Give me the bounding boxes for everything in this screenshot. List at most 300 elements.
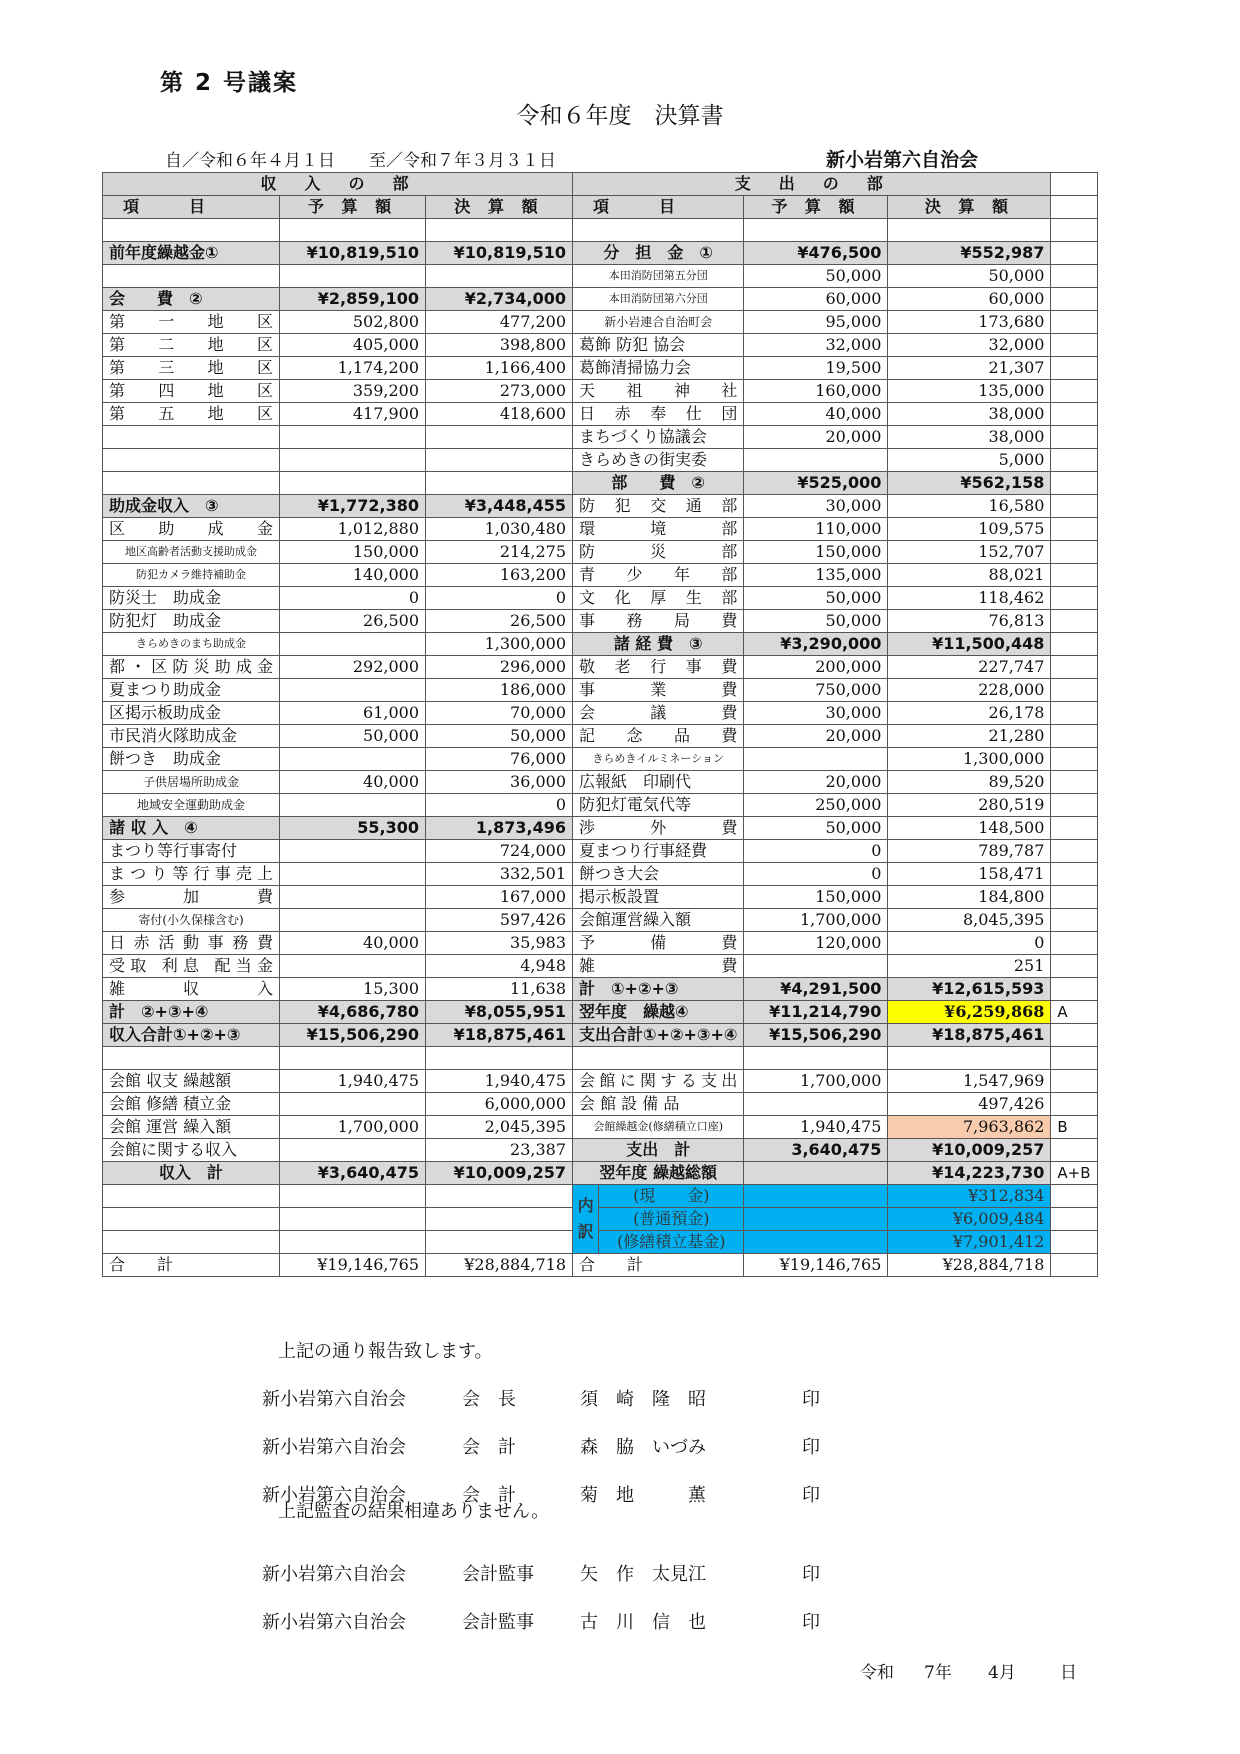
expense-budget: 250,000 (744, 794, 888, 817)
table-row (103, 242, 1098, 265)
side-blank (1051, 495, 1097, 518)
income-budget (280, 840, 426, 863)
income-actual: 186,000 (426, 679, 573, 702)
table-row (103, 541, 1098, 564)
expense-actual: 184,800 (888, 886, 1051, 909)
income-item: まつり等行事売上 (103, 863, 280, 886)
expense-actual: ¥10,009,257 (888, 1139, 1051, 1162)
side-blank (1051, 840, 1097, 863)
income-item: 計 ②+③+④ (103, 1001, 280, 1024)
income-item (103, 1231, 280, 1254)
expense-budget (744, 1093, 888, 1116)
table-row (103, 449, 1098, 472)
table-row (103, 1139, 1098, 1162)
income-item (103, 472, 280, 495)
income-actual: 1,030,480 (426, 518, 573, 541)
table-row (103, 863, 1098, 886)
income-actual: 296,000 (426, 656, 573, 679)
table-row (103, 265, 1098, 288)
income-actual: 724,000 (426, 840, 573, 863)
income-col-actual: 決 算 額 (426, 196, 573, 219)
side-blank (1051, 357, 1097, 380)
expense-actual: ¥14,223,730 (888, 1162, 1051, 1185)
expense-item: きらめきの街実委 (573, 449, 744, 472)
income-item: 受取 利息 配当金 (103, 955, 280, 978)
audit-statement: 上記監査の結果相違ありません。 (278, 1501, 550, 1522)
expense-item: 本田消防団第六分団 (573, 288, 744, 311)
income-budget: 1,012,880 (280, 518, 426, 541)
income-item: 助成金収入 ③ (103, 495, 280, 518)
table-row (103, 771, 1098, 794)
expense-actual: 228,000 (888, 679, 1051, 702)
income-budget (280, 679, 426, 702)
income-actual: 26,500 (426, 610, 573, 633)
income-item: 日赤活動事務費 (103, 932, 280, 955)
expense-budget: ¥4,291,500 (744, 978, 888, 1001)
expense-budget: 60,000 (744, 288, 888, 311)
expense-budget: 160,000 (744, 380, 888, 403)
expense-budget: 150,000 (744, 886, 888, 909)
expense-budget: 1,940,475 (744, 1116, 888, 1139)
signer-org: 新小岩第六自治会 (262, 1437, 406, 1458)
income-budget (280, 1208, 426, 1231)
expense-item: 防犯交通部 (573, 495, 744, 518)
income-budget (280, 748, 426, 771)
income-actual: ¥28,884,718 (426, 1254, 573, 1277)
date-day: 日 (1060, 1663, 1077, 1683)
expense-item: 新小岩連合自治町会 (573, 311, 744, 334)
expense-item: 分 担 金 ① (573, 242, 744, 265)
expense-actual: 21,280 (888, 725, 1051, 748)
expense-item: 餅つき大会 (573, 863, 744, 886)
income-item: 夏まつり助成金 (103, 679, 280, 702)
expense-budget: ¥3,290,000 (744, 633, 888, 656)
income-item: 都・区防災助成金 (103, 656, 280, 679)
income-actual (426, 472, 573, 495)
income-budget (280, 909, 426, 932)
income-item: 収入 計 (103, 1162, 280, 1185)
signer-name: 須 崎 隆 昭 (580, 1389, 706, 1410)
side-blank (1051, 219, 1097, 242)
expense-budget: ¥525,000 (744, 472, 888, 495)
expense-actual: ¥6,259,868 (888, 1001, 1051, 1024)
table-row (103, 1185, 1098, 1208)
income-item: まつり等行事寄付 (103, 840, 280, 863)
seal-mark: 印 (802, 1612, 820, 1633)
expense-item: きらめきイルミネーション (573, 748, 744, 771)
income-actual: 398,800 (426, 334, 573, 357)
income-item: 会館に関する収入 (103, 1139, 280, 1162)
expense-budget (744, 748, 888, 771)
expense-item: 会館に関する支出 (573, 1070, 744, 1093)
expense-budget (744, 1208, 888, 1231)
side-blank (1051, 633, 1097, 656)
expense-actual: 5,000 (888, 449, 1051, 472)
side-blank (1051, 794, 1097, 817)
income-budget (280, 1139, 426, 1162)
income-actual (426, 1208, 573, 1231)
expense-budget: 50,000 (744, 587, 888, 610)
signer-role: 会計監事 (462, 1612, 534, 1633)
table-row (103, 978, 1098, 1001)
expense-budget: 0 (744, 840, 888, 863)
income-actual: 11,638 (426, 978, 573, 1001)
income-actual: 70,000 (426, 702, 573, 725)
expense-budget: 3,640,475 (744, 1139, 888, 1162)
income-actual: ¥10,819,510 (426, 242, 573, 265)
income-actual: 477,200 (426, 311, 573, 334)
expense-item: 防犯灯電気代等 (573, 794, 744, 817)
side-blank (1051, 311, 1097, 334)
income-item: 第五地区 (103, 403, 280, 426)
side-blank (1051, 541, 1097, 564)
expense-budget: 0 (744, 863, 888, 886)
income-actual: 597,426 (426, 909, 573, 932)
table-row (103, 1001, 1098, 1024)
income-budget (280, 426, 426, 449)
income-actual: ¥10,009,257 (426, 1162, 573, 1185)
income-actual (426, 426, 573, 449)
expense-item: 会館繰越金(修繕積立口座) (573, 1116, 744, 1139)
signer-org: 新小岩第六自治会 (262, 1564, 406, 1585)
expense-section-header: 支 出 の 部 (573, 173, 1051, 196)
income-budget: ¥19,146,765 (280, 1254, 426, 1277)
expense-budget: 120,000 (744, 932, 888, 955)
expense-budget: 20,000 (744, 771, 888, 794)
income-budget: ¥15,506,290 (280, 1024, 426, 1047)
seal-mark: 印 (802, 1485, 820, 1506)
expense-actual: ¥7,901,412 (888, 1231, 1051, 1254)
income-budget: 26,500 (280, 610, 426, 633)
expense-actual (888, 1047, 1051, 1070)
expense-actual: 88,021 (888, 564, 1051, 587)
income-actual: 1,300,000 (426, 633, 573, 656)
signer-name: 菊 地 薫 (580, 1485, 706, 1506)
income-item: 地域安全運動助成金 (103, 794, 280, 817)
side-blank (1051, 1093, 1097, 1116)
expense-actual: 109,575 (888, 518, 1051, 541)
income-actual: 1,166,400 (426, 357, 573, 380)
signer-role: 会 長 (462, 1389, 516, 1410)
date-month: 4月 (988, 1663, 1016, 1683)
income-item: きらめきのまち助成金 (103, 633, 280, 656)
expense-budget: 1,700,000 (744, 1070, 888, 1093)
table-row (103, 334, 1098, 357)
table-row (103, 518, 1098, 541)
table-row (103, 955, 1098, 978)
expense-budget (744, 955, 888, 978)
income-item: 会館 収支 繰越額 (103, 1070, 280, 1093)
expense-budget (744, 1231, 888, 1254)
seal-mark: 印 (802, 1564, 820, 1585)
side-blank (1051, 265, 1097, 288)
expense-item: まちづくり協議会 (573, 426, 744, 449)
expense-actual: 118,462 (888, 587, 1051, 610)
income-budget: 140,000 (280, 564, 426, 587)
expense-col-actual: 決 算 額 (888, 196, 1051, 219)
income-budget (280, 472, 426, 495)
income-actual (426, 1185, 573, 1208)
income-budget: 61,000 (280, 702, 426, 725)
income-actual (426, 1231, 573, 1254)
expense-budget: 1,700,000 (744, 909, 888, 932)
income-actual: 1,940,475 (426, 1070, 573, 1093)
side-blank (1051, 518, 1097, 541)
expense-actual: 32,000 (888, 334, 1051, 357)
income-budget (280, 1093, 426, 1116)
income-item (103, 1047, 280, 1070)
side-blank (1051, 725, 1097, 748)
expense-item: 事務局費 (573, 610, 744, 633)
income-budget: 405,000 (280, 334, 426, 357)
expense-budget (744, 1162, 888, 1185)
expense-actual: 89,520 (888, 771, 1051, 794)
expense-item: 翌年度 繰越④ (573, 1001, 744, 1024)
side-blank (1051, 403, 1097, 426)
side-blank (1051, 1047, 1097, 1070)
income-actual: ¥2,734,000 (426, 288, 573, 311)
income-item: 第二地区 (103, 334, 280, 357)
expense-actual: ¥6,009,484 (888, 1208, 1051, 1231)
expense-budget: 30,000 (744, 702, 888, 725)
expense-budget: 150,000 (744, 541, 888, 564)
income-actual (426, 219, 573, 242)
table-row (103, 380, 1098, 403)
expense-actual: 60,000 (888, 288, 1051, 311)
page-title: 令和６年度 決算書 (516, 103, 724, 129)
seal-mark: 印 (802, 1389, 820, 1410)
income-actual: 23,387 (426, 1139, 573, 1162)
income-item (103, 449, 280, 472)
expense-item: 記念品費 (573, 725, 744, 748)
table-row (103, 817, 1098, 840)
expense-item (573, 219, 744, 242)
signer-org: 新小岩第六自治会 (262, 1389, 406, 1410)
expense-budget (744, 219, 888, 242)
expense-budget: 750,000 (744, 679, 888, 702)
expense-actual: 50,000 (888, 265, 1051, 288)
income-item: 地区高齢者活動支援助成金 (103, 541, 280, 564)
expense-budget: ¥15,506,290 (744, 1024, 888, 1047)
side-blank (1051, 472, 1097, 495)
income-item: 寄付(小久保様含む) (103, 909, 280, 932)
expense-item: (現 金) (599, 1185, 744, 1208)
expense-item: 文化厚生部 (573, 587, 744, 610)
expense-actual: 26,178 (888, 702, 1051, 725)
expense-actual: 158,471 (888, 863, 1051, 886)
income-item: 第一地区 (103, 311, 280, 334)
income-item: 合 計 (103, 1254, 280, 1277)
income-budget (280, 886, 426, 909)
income-budget: ¥4,686,780 (280, 1001, 426, 1024)
income-actual: ¥8,055,951 (426, 1001, 573, 1024)
income-budget: 359,200 (280, 380, 426, 403)
expense-actual: ¥312,834 (888, 1185, 1051, 1208)
expense-actual: 7,963,862 (888, 1116, 1051, 1139)
table-row (103, 587, 1098, 610)
side-marker: A+B (1051, 1162, 1097, 1185)
seal-mark: 印 (802, 1437, 820, 1458)
expense-item: 会 館 設 備 品 (573, 1093, 744, 1116)
expense-actual: ¥28,884,718 (888, 1254, 1051, 1277)
side-blank (1051, 679, 1097, 702)
income-actual (426, 265, 573, 288)
expense-budget: 50,000 (744, 610, 888, 633)
income-item: 防犯カメラ維持補助金 (103, 564, 280, 587)
table-row (103, 1116, 1098, 1139)
expense-actual: 789,787 (888, 840, 1051, 863)
income-budget: 0 (280, 587, 426, 610)
income-budget (280, 794, 426, 817)
expense-actual: ¥18,875,461 (888, 1024, 1051, 1047)
income-budget: 55,300 (280, 817, 426, 840)
income-actual: 36,000 (426, 771, 573, 794)
income-item: 区掲示板助成金 (103, 702, 280, 725)
expense-item: 部 費 ② (573, 472, 744, 495)
side-blank (1051, 1139, 1097, 1162)
side-blank (1051, 656, 1097, 679)
income-budget: 417,900 (280, 403, 426, 426)
income-item: 前年度繰越金① (103, 242, 280, 265)
income-budget: ¥10,819,510 (280, 242, 426, 265)
income-budget: ¥1,772,380 (280, 495, 426, 518)
income-budget: 15,300 (280, 978, 426, 1001)
income-budget (280, 955, 426, 978)
expense-item: 計 ①+②+③ (573, 978, 744, 1001)
side-blank (1051, 1254, 1097, 1277)
signer-role: 会 計 (462, 1437, 516, 1458)
expense-budget: ¥19,146,765 (744, 1254, 888, 1277)
income-item: 雑収入 (103, 978, 280, 1001)
income-item (103, 219, 280, 242)
side-blank (1051, 932, 1097, 955)
income-budget: 40,000 (280, 771, 426, 794)
table-row (103, 886, 1098, 909)
expense-budget: 200,000 (744, 656, 888, 679)
expense-item: 日赤奉仕団 (573, 403, 744, 426)
expense-actual: 227,747 (888, 656, 1051, 679)
income-item (103, 1185, 280, 1208)
income-actual (426, 1047, 573, 1070)
table-row (103, 472, 1098, 495)
side-blank (1051, 564, 1097, 587)
expense-actual: 280,519 (888, 794, 1051, 817)
expense-item: 防災部 (573, 541, 744, 564)
expense-budget: 40,000 (744, 403, 888, 426)
expense-actual: ¥11,500,448 (888, 633, 1051, 656)
income-actual: 1,873,496 (426, 817, 573, 840)
expense-item: 本田消防団第五分団 (573, 265, 744, 288)
income-col-budget: 予 算 額 (280, 196, 426, 219)
side-blank (1051, 886, 1097, 909)
income-budget: ¥3,640,475 (280, 1162, 426, 1185)
income-item: 収入合計①+②+③ (103, 1024, 280, 1047)
income-budget (280, 633, 426, 656)
expense-actual: 152,707 (888, 541, 1051, 564)
expense-actual: 251 (888, 955, 1051, 978)
income-actual (426, 449, 573, 472)
income-budget (280, 1231, 426, 1254)
expense-col-budget: 予 算 額 (744, 196, 888, 219)
income-actual: 0 (426, 794, 573, 817)
side-marker: A (1051, 1001, 1097, 1024)
income-item: 参加費 (103, 886, 280, 909)
table-row (103, 679, 1098, 702)
income-budget (280, 1185, 426, 1208)
table-row (103, 932, 1098, 955)
expense-item: 合 計 (573, 1254, 744, 1277)
income-actual: 273,000 (426, 380, 573, 403)
expense-item: 敬老行事費 (573, 656, 744, 679)
side-blank (1051, 587, 1097, 610)
table-row (103, 840, 1098, 863)
income-budget: 1,940,475 (280, 1070, 426, 1093)
expense-actual: 16,580 (888, 495, 1051, 518)
table-row (103, 656, 1098, 679)
date-era: 令和 (860, 1663, 894, 1683)
table-row (103, 288, 1098, 311)
income-actual: 163,200 (426, 564, 573, 587)
income-col-item: 項 目 (103, 196, 280, 219)
table-row (103, 219, 1098, 242)
expense-item: 渉外費 (573, 817, 744, 840)
expense-budget: 30,000 (744, 495, 888, 518)
side-blank (1051, 1208, 1097, 1231)
settlement-table (102, 172, 1098, 1277)
table-row (103, 1231, 1098, 1254)
side-blank (1051, 334, 1097, 357)
income-actual: 0 (426, 587, 573, 610)
side-blank (1051, 817, 1097, 840)
expense-budget: 135,000 (744, 564, 888, 587)
expense-actual (888, 219, 1051, 242)
expense-item: 掲示板設置 (573, 886, 744, 909)
income-actual: 35,983 (426, 932, 573, 955)
side-blank (1051, 426, 1097, 449)
expense-item: 会議費 (573, 702, 744, 725)
table-row (103, 403, 1098, 426)
income-budget: 292,000 (280, 656, 426, 679)
side-blank (1051, 863, 1097, 886)
table-row (103, 426, 1098, 449)
income-actual: ¥3,448,455 (426, 495, 573, 518)
income-item: 区助成金 (103, 518, 280, 541)
expense-item: 環境部 (573, 518, 744, 541)
income-budget: 40,000 (280, 932, 426, 955)
income-section-header: 収 入 の 部 (103, 173, 573, 196)
income-budget (280, 449, 426, 472)
income-item (103, 1208, 280, 1231)
expense-actual: 21,307 (888, 357, 1051, 380)
expense-actual: 1,300,000 (888, 748, 1051, 771)
expense-item: 天祖神社 (573, 380, 744, 403)
fiscal-period: 自／令和６年４月１日 至／令和７年３月３１日 (165, 151, 556, 171)
table-row (103, 633, 1098, 656)
side-blank (1051, 1231, 1097, 1254)
table-row (103, 1047, 1098, 1070)
signer-org: 新小岩第六自治会 (262, 1612, 406, 1633)
income-actual: 4,948 (426, 955, 573, 978)
expense-actual: 76,813 (888, 610, 1051, 633)
income-actual: 418,600 (426, 403, 573, 426)
income-actual: ¥18,875,461 (426, 1024, 573, 1047)
expense-item: 諸 経 費 ③ (573, 633, 744, 656)
expense-budget: 50,000 (744, 265, 888, 288)
side-blank (1051, 909, 1097, 932)
expense-item: 青少年部 (573, 564, 744, 587)
expense-budget (744, 1047, 888, 1070)
side-blank (1051, 1070, 1097, 1093)
